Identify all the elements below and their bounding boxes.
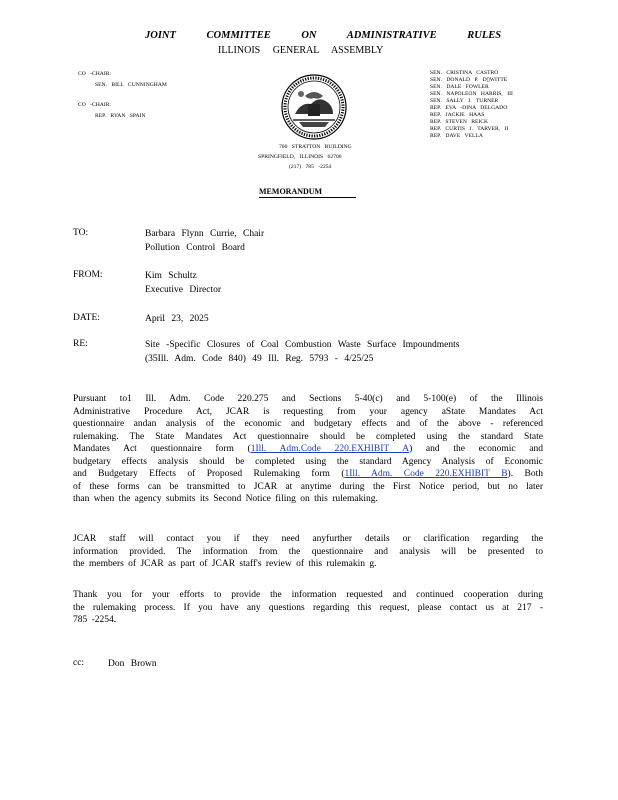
cc-name: Don Brown bbox=[108, 659, 157, 669]
body-paragraph-1 bbox=[73, 393, 543, 506]
member: SEN. DONALD P. D▯WITTE bbox=[430, 77, 508, 83]
exhibit-a-link[interactable]: 1Ill. Adm.Code 220.EXHIBIT A bbox=[250, 444, 410, 454]
member: REP. CURTIS J. TARVER, II bbox=[430, 126, 509, 132]
member: REP. EVA -DINA DELGADO bbox=[430, 105, 508, 111]
committee-title: JOINT COMMITTEE ON ADMINISTRATIVE RULES bbox=[145, 30, 502, 41]
member: SEN. DALE FOWLER bbox=[430, 84, 489, 90]
address-line2: SPRINGFIELD, ILLINOIS 62706 bbox=[258, 154, 342, 160]
assembly-title: ILLINOIS GENERAL ASSEMBLY bbox=[218, 45, 384, 56]
member: SEN. SALLY J. TURNER bbox=[430, 98, 499, 104]
text-line: Pursuant to1 Ill. Adm. Code 220.275 and Sections 5-40(c) and 5-100(e) of the Illinois bbox=[73, 394, 543, 404]
from-name: Kim Schultz bbox=[145, 271, 197, 281]
to-label: TO: bbox=[73, 228, 89, 238]
text-line bbox=[73, 468, 543, 481]
re-label: RE: bbox=[73, 339, 88, 349]
text-line: 785 -2254. bbox=[73, 615, 117, 625]
text-fragment: ). Both bbox=[507, 469, 544, 479]
state-seal-icon bbox=[281, 74, 347, 140]
text-line: of these forms can be transmitted to JCAR at anytime during the First Notice period, but no later bbox=[73, 481, 543, 492]
body-paragraph-2 bbox=[73, 533, 543, 571]
text-line: the rulemaking process. If you have any questions regarding this request, please contact us at 217 - bbox=[73, 602, 543, 613]
cochair-1-label: CO -CHAIR: bbox=[78, 71, 111, 77]
text-line: Administrative Procedure Act, JCAR is requesting from your agency aState Mandates Act bbox=[73, 406, 543, 417]
member: REP. DAVE VELLA bbox=[430, 133, 483, 139]
date-label: DATE: bbox=[73, 313, 100, 323]
cochair-1-name: SEN. BILL CUNNINGHAM bbox=[95, 82, 167, 88]
text-line bbox=[73, 443, 543, 456]
text-line: questionnaire andan analysis of the economic and budgetary effects and of the above - referenced bbox=[73, 419, 543, 429]
from-sender bbox=[145, 270, 221, 297]
text-line: budgetary effects analysis should be completed using the standard Agency Analysis of Economic bbox=[73, 456, 543, 467]
body-paragraph-3 bbox=[73, 589, 543, 627]
from-title: Executive Director bbox=[145, 284, 222, 295]
cc-label: cc: bbox=[73, 658, 85, 668]
from-label: FROM: bbox=[73, 270, 103, 280]
address-line1: 700 STRATTON BUILDING bbox=[279, 144, 352, 150]
text-fragment: ) and the economic and bbox=[409, 444, 543, 454]
member: SEN. CRISTINA CASTRO bbox=[430, 70, 499, 76]
member: REP. STEVEN REICK bbox=[430, 119, 489, 125]
text-line: the members of JCAR as part of JCAR staff's review of this rulemakin g. bbox=[73, 559, 377, 569]
date-value: April 23, 2025 bbox=[145, 314, 209, 324]
to-org: Pollution Control Board bbox=[145, 242, 245, 253]
text-line: JCAR staff will contact you if they need anyfurther details or clarification regarding the bbox=[73, 534, 543, 544]
re-line2: (35Ill. Adm. Code 840) 49 Ill. Reg. 5793 - 4/25/25 bbox=[145, 353, 374, 364]
text-line: rulemaking. The State Mandates Act questionnaire should be completed using the standard State bbox=[73, 431, 543, 442]
to-recipient bbox=[145, 228, 264, 255]
re-subject bbox=[145, 339, 459, 366]
exhibit-b-link[interactable]: 1Ill. Adm. Code 220.EXHIBIT B bbox=[344, 469, 508, 479]
text-fragment: Mandates Act questionnaire form ( bbox=[73, 444, 251, 454]
member-list bbox=[430, 70, 513, 140]
memo-underline bbox=[259, 197, 356, 198]
memo-title: MEMORANDUM bbox=[259, 187, 323, 196]
cochair-2-label: CO -CHAIR: bbox=[78, 102, 111, 108]
re-line1: Site -Specific Closures of Coal Combustion Waste Surface Impoundments bbox=[145, 340, 460, 350]
to-name: Barbara Flynn Currie, Chair bbox=[145, 229, 265, 239]
cochair-2-name: REP. RYAN SPAIN bbox=[95, 113, 146, 119]
text-fragment: and Budgetary Effects of Proposed Rulemaking form ( bbox=[73, 469, 345, 479]
text-line: than when the agency submits its Second Notice filing on this rulemaking. bbox=[73, 494, 378, 504]
address-phone: (217) 785 -2254 bbox=[289, 164, 332, 170]
member: REP. JACKIE HAAS bbox=[430, 112, 485, 118]
text-line: information provided. The information from the questionnaire and analysis will be presented to bbox=[73, 546, 543, 557]
text-line: Thank you for your efforts to provide the information requested and continued cooperation during bbox=[73, 590, 543, 600]
member: SEN. NAPOLEON HARRIS, III bbox=[430, 91, 513, 97]
